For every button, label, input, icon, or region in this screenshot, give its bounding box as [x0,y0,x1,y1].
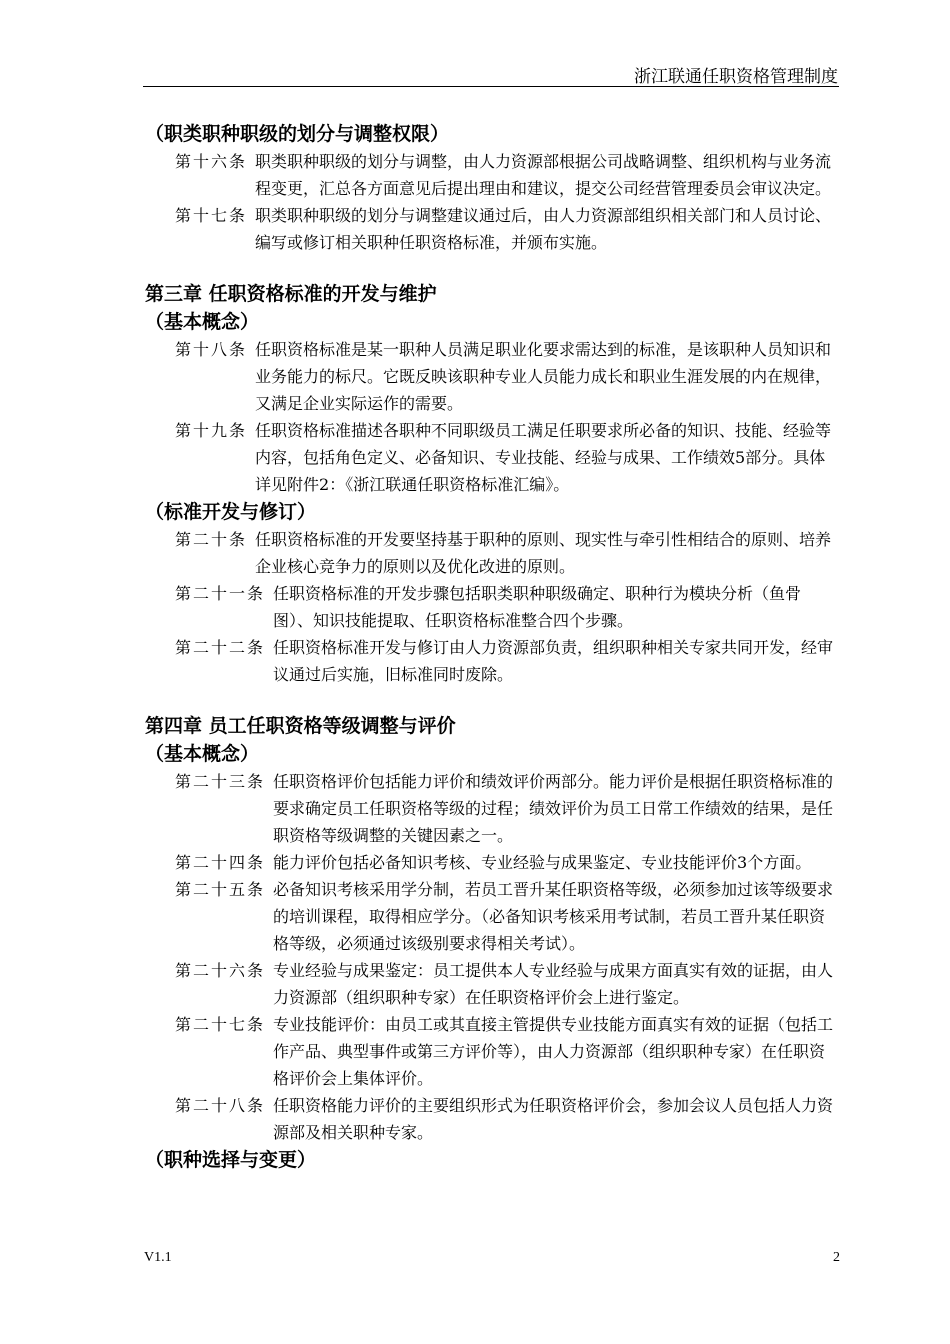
article-label: 第二十七条 [175,1015,266,1034]
article-label: 第十九条 [175,421,248,440]
article-16 [145,148,841,202]
article-label: 第二十六条 [175,961,266,980]
article-label: 第二十一条 [175,584,266,603]
article-text: 任职资格评价包括能力评价和绩效评价两部分。能力评价是根据任职资格标准的要求确定员工任职资格等级的过程；绩效评价为员工日常工作绩效的结果，是任职资格等级调整的关键因素之一。 [273,772,834,845]
chapter-3-title: 第三章 任职资格标准的开发与维护 [145,283,437,305]
article-18 [145,336,841,417]
article-text: 能力评价包括必备知识考核、专业经验与成果鉴定、专业技能评价3个方面。 [273,853,812,872]
article-24 [145,849,841,876]
chapter-4-title: 第四章 员工任职资格等级调整与评价 [145,715,456,737]
document-body [145,120,841,1174]
section-heading: （职类职种职级的划分与调整权限） [145,123,450,145]
header-title: 浙江联通任职资格管理制度 [634,67,838,87]
article-20 [145,526,841,580]
article-text: 专业经验与成果鉴定：员工提供本人专业经验与成果方面真实有效的证据，由人力资源部（组织职种专家）在任职资格评价会上进行鉴定。 [273,961,834,1007]
article-text: 任职资格标准的开发要坚持基于职种的原则、现实性与牵引性相结合的原则、培养企业核心竞争力的原则以及优化改进的原则。 [255,530,832,576]
article-text: 任职资格标准描述各职种不同职级员工满足任职要求所必备的知识、技能、经验等内容，包括角色定义、必备知识、专业技能、经验与成果、工作绩效5部分。具体详见附件2：《浙江联通任职资格标准汇编》。 [255,421,832,494]
article-label: 第二十二条 [175,638,266,657]
header-rule [143,86,839,87]
article-text: 任职资格标准开发与修订由人力资源部负责，组织职种相关专家共同开发，经审议通过后实施，旧标准同时废除。 [273,638,834,684]
article-27 [145,1011,841,1092]
article-28 [145,1092,841,1146]
article-label: 第十六条 [175,152,248,171]
article-text: 专业技能评价：由员工或其直接主管提供专业技能方面真实有效的证据（包括工作产品、典型事件或第三方评价等），由人力资源部（组织职种专家）在任职资格评价会上集体评价。 [273,1015,834,1088]
footer-page-number: 2 [833,1250,840,1265]
section-heading: （职种选择与变更） [145,1149,317,1171]
article-text: 任职资格能力评价的主要组织形式为任职资格评价会，参加会议人员包括人力资源部及相关职种专家。 [273,1096,834,1142]
article-label: 第二十八条 [175,1096,266,1115]
article-text: 任职资格标准是某一职种人员满足职业化要求需达到的标准，是该职种人员知识和业务能力的标尺。它既反映该职种专业人员能力成长和职业生涯发展的内在规律，又满足企业实际运作的需要。 [255,340,832,413]
article-text: 职类职种职级的划分与调整，由人力资源部根据公司战略调整、组织机构与业务流程变更，汇总各方面意见后提出理由和建议，提交公司经营管理委员会审议决定。 [255,152,832,198]
article-text: 任职资格标准的开发步骤包括职类职种职级确定、职种行为模块分析（鱼骨图）、知识技能提取、任职资格标准整合四个步骤。 [273,584,802,630]
article-25 [145,876,841,957]
article-23 [145,768,841,849]
article-22 [145,634,841,688]
article-21 [145,580,841,634]
article-label: 第二十五条 [175,880,266,899]
article-26 [145,957,841,1011]
article-label: 第十八条 [175,340,248,359]
article-17 [145,202,841,256]
section-heading: （标准开发与修订） [145,501,317,523]
article-text: 必备知识考核采用学分制，若员工晋升某任职资格等级，必须参加过该等级要求的培训课程，取得相应学分。（必备知识考核采用考试制，若员工晋升某任职资格等级，必须通过该级别要求得相关考试）。 [273,880,834,953]
article-19 [145,417,841,498]
article-text: 职类职种职级的划分与调整建议通过后，由人力资源部组织相关部门和人员讨论、编写或修订相关职种任职资格标准，并颁布实施。 [255,206,832,252]
section-heading: （基本概念） [145,743,260,765]
article-label: 第二十条 [175,530,248,549]
article-label: 第十七条 [175,206,248,225]
article-label: 第二十三条 [175,772,266,791]
footer-version: V1.1 [144,1250,172,1265]
section-heading: （基本概念） [145,311,260,333]
article-label: 第二十四条 [175,853,266,872]
